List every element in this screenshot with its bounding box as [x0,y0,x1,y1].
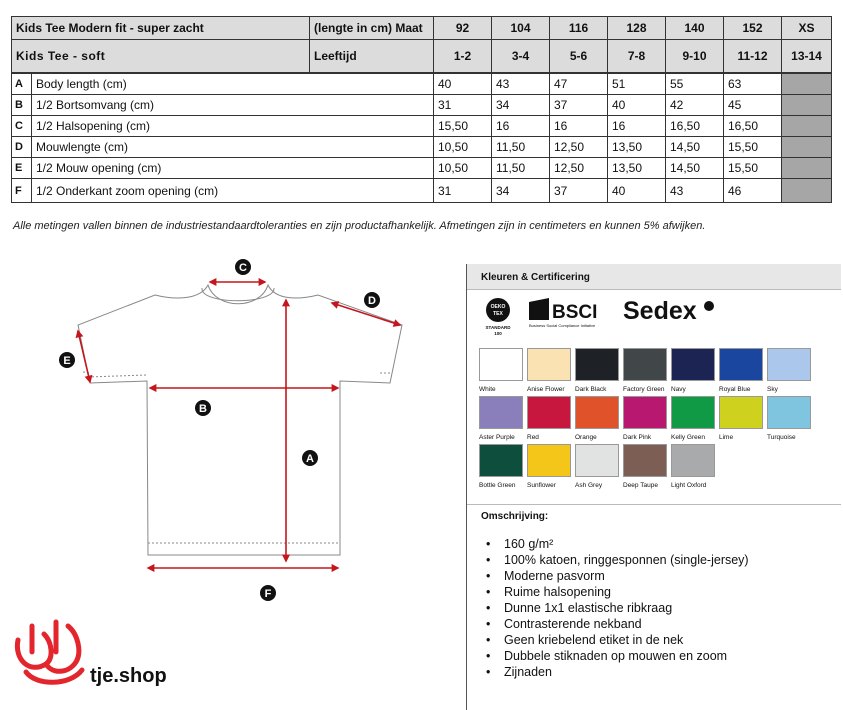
age-label: Leeftijd [310,40,434,74]
table-row [12,73,832,95]
page-title: Kids Tee - soft [12,40,310,74]
table-cell: 16 [492,116,550,137]
table-cell: 14,50 [666,137,724,158]
bullet-icon: • [486,617,491,631]
list-item [486,568,749,584]
size-col: 128 [608,17,666,40]
row-letter: E [12,158,32,179]
feature-text: Dubbele stiknaden op mouwen en zoom [504,649,728,663]
bullet-icon: • [486,553,491,567]
color-swatch [575,396,619,441]
swatch-label: Factory Green [623,386,665,393]
list-item [486,632,749,648]
table-cell: 55 [666,73,724,95]
swatch-color-box [479,444,523,477]
color-swatch [671,396,715,441]
swatch-label: Aster Purple [479,434,515,441]
bullet-icon: • [486,585,491,599]
swatch-color-box [767,396,811,429]
swatch-label: Light Oxford [671,482,707,489]
list-item [486,584,749,600]
table-cell: 40 [434,73,492,95]
color-swatch [719,348,763,393]
table-cell: 10,50 [434,158,492,179]
color-swatch [623,348,667,393]
bsci-logo [529,298,597,328]
size-header-row [12,17,832,40]
feature-text: Dunne 1x1 elastische ribkraag [504,601,673,615]
tshirt-diagram [50,255,430,615]
table-cell: 37 [550,179,608,203]
color-swatch [575,444,619,489]
table-cell-empty [782,179,832,203]
swatch-label: Lime [719,434,734,441]
table-row [12,179,832,203]
row-label: Body length (cm) [32,73,434,95]
table-cell: 12,50 [550,137,608,158]
label-f: F [264,588,272,600]
feature-text: 160 g/m² [504,537,554,551]
color-swatch [623,396,667,441]
table-cell: 12,50 [550,158,608,179]
swatch-label: Kelly Green [671,434,705,441]
svg-text:STANDARD: STANDARD [485,325,511,330]
tshirt-outline [78,285,402,555]
color-swatch [575,348,619,393]
color-swatch [623,444,667,489]
swatch-label: Dark Pink [623,434,652,441]
swatch-label: Anise Flower [527,386,565,393]
row-label: 1/2 Onderkant zoom opening (cm) [32,179,434,203]
table-cell: 40 [608,95,666,116]
swatch-label: Orange [575,434,597,441]
description-title: Omschrijving: [467,504,841,528]
table-cell: 34 [492,179,550,203]
swatch-color-box [623,444,667,477]
swatch-color-box [527,396,571,429]
table-cell: 47 [550,73,608,95]
swatch-label: Red [527,434,539,441]
feature-list [486,536,749,680]
svg-text:Sedex: Sedex [623,297,697,325]
color-swatch [479,396,523,441]
label-c: C [239,262,247,274]
color-swatch [671,444,715,489]
feature-text: Moderne pasvorm [504,569,605,583]
swatch-label: Turquoise [767,434,796,441]
swatch-label: Ash Grey [575,482,603,489]
info-panel [466,264,841,710]
list-item [486,664,749,680]
table-cell: 34 [492,95,550,116]
swatch-color-box [767,348,811,381]
color-swatch [719,396,763,441]
feature-text: Ruime halsopening [504,585,612,599]
feature-text: Zijnaden [504,665,552,679]
swatch-label: Sunflower [527,482,556,489]
svg-text:BSCI: BSCI [552,302,598,323]
age-col: 13-14 [782,40,832,74]
size-col: 140 [666,17,724,40]
list-item [486,600,749,616]
table-cell: 42 [666,95,724,116]
table-cell: 15,50 [724,137,782,158]
table-cell-empty [782,73,832,95]
table-cell-empty [782,137,832,158]
table-cell: 43 [666,179,724,203]
color-swatch [479,444,523,489]
brand-text: tje.shop [90,665,167,687]
swatch-color-box [623,396,667,429]
swatch-label: Navy [671,386,686,393]
size-col: 116 [550,17,608,40]
size-table [11,16,832,203]
size-col: 104 [492,17,550,40]
colors-title: Kleuren & Certificering [467,264,841,290]
row-label: 1/2 Bortsomvang (cm) [32,95,434,116]
table-cell: 16,50 [724,116,782,137]
age-col: 1-2 [434,40,492,74]
table-cell: 37 [550,95,608,116]
table-cell: 11,50 [492,137,550,158]
table-cell: 31 [434,179,492,203]
table-cell: 16 [550,116,608,137]
age-col: 7-8 [608,40,666,74]
swatch-color-box [575,444,619,477]
table-cell: 16 [608,116,666,137]
table-row [12,95,832,116]
color-swatch [479,348,523,393]
table-cell-empty [782,158,832,179]
table-subtitle: Kids Tee Modern fit - super zacht [12,17,310,40]
row-letter: D [12,137,32,158]
swatch-color-box [671,444,715,477]
color-swatch [527,444,571,489]
swatch-color-box [671,348,715,381]
svg-text:TEX: TEX [493,311,503,317]
swatch-label: Deep Taupe [623,482,658,489]
row-letter: B [12,95,32,116]
swatch-color-box [575,396,619,429]
color-swatch [767,396,811,441]
row-label: 1/2 Halsopening (cm) [32,116,434,137]
table-cell: 51 [608,73,666,95]
swatch-color-box [719,396,763,429]
list-item [486,552,749,568]
table-cell-empty [782,116,832,137]
feature-text: 100% katoen, ringgesponnen (single-jersey) [504,553,749,567]
brand-logo [10,612,170,692]
age-header-row [12,40,832,74]
label-a: A [306,453,314,465]
swatch-color-box [479,348,523,381]
color-swatch [767,348,811,393]
table-cell: 16,50 [666,116,724,137]
swatch-color-box [575,348,619,381]
bullet-icon: • [486,665,491,679]
swatch-color-box [671,396,715,429]
table-cell: 45 [724,95,782,116]
table-cell: 11,50 [492,158,550,179]
table-cell: 13,50 [608,158,666,179]
swatch-color-box [527,444,571,477]
table-row [12,158,832,179]
certification-logos [483,294,823,344]
bullet-icon: • [486,537,491,551]
row-label: Mouwlengte (cm) [32,137,434,158]
label-d: D [368,295,376,307]
list-item [486,616,749,632]
age-col: 3-4 [492,40,550,74]
list-item [486,648,749,664]
svg-text:Business Social Compliance Ini: Business Social Compliance Initiative [529,323,596,328]
swatch-label: Dark Black [575,386,607,393]
table-cell: 40 [608,179,666,203]
bullet-icon: • [486,633,491,647]
sedex-logo [623,297,714,325]
table-row [12,137,832,158]
swatch-color-box [527,348,571,381]
size-label: (lengte in cm) Maat [310,17,434,40]
row-letter: F [12,179,32,203]
table-row [12,116,832,137]
feature-text: Geen kriebelend etiket in de nek [504,633,684,647]
table-cell-empty [782,95,832,116]
age-col: 11-12 [724,40,782,74]
bullet-icon: • [486,649,491,663]
table-cell: 10,50 [434,137,492,158]
swatch-label: Bottle Green [479,482,516,489]
table-cell: 31 [434,95,492,116]
table-cell: 14,50 [666,158,724,179]
svg-text:100: 100 [494,331,502,336]
row-letter: C [12,116,32,137]
swatch-color-box [719,348,763,381]
svg-text:OEKO: OEKO [490,304,506,310]
label-e: E [63,355,71,367]
size-col: 152 [724,17,782,40]
size-col: 92 [434,17,492,40]
color-swatch [527,348,571,393]
swatch-color-box [479,396,523,429]
table-cell: 46 [724,179,782,203]
list-item [486,536,749,552]
swatch-label: Sky [767,386,778,393]
measure-line-e [78,331,90,382]
swatch-color-box [623,348,667,381]
age-col: 9-10 [666,40,724,74]
feature-text: Contrasterende nekband [504,617,642,631]
row-label: 1/2 Mouw opening (cm) [32,158,434,179]
tolerance-note: Alle metingen vallen binnen de industriestandaardtoleranties en zijn productafhankelijk. Afmetingen zijn in centimeters en kunnen 5% afwijken. [13,220,706,232]
table-cell: 63 [724,73,782,95]
bullet-icon: • [486,569,491,583]
swatch-label: Royal Blue [719,386,751,393]
bullet-icon: • [486,601,491,615]
swatch-label: White [479,386,496,393]
brand-mark-icon [17,622,82,682]
color-swatch [527,396,571,441]
size-col: XS [782,17,832,40]
row-letter: A [12,73,32,95]
age-col: 5-6 [550,40,608,74]
table-cell: 43 [492,73,550,95]
table-cell: 13,50 [608,137,666,158]
color-swatch [671,348,715,393]
table-cell: 15,50 [724,158,782,179]
oeko-tex-logo [486,298,512,336]
table-cell: 15,50 [434,116,492,137]
label-b: B [199,403,207,415]
measure-line-d [332,303,400,325]
